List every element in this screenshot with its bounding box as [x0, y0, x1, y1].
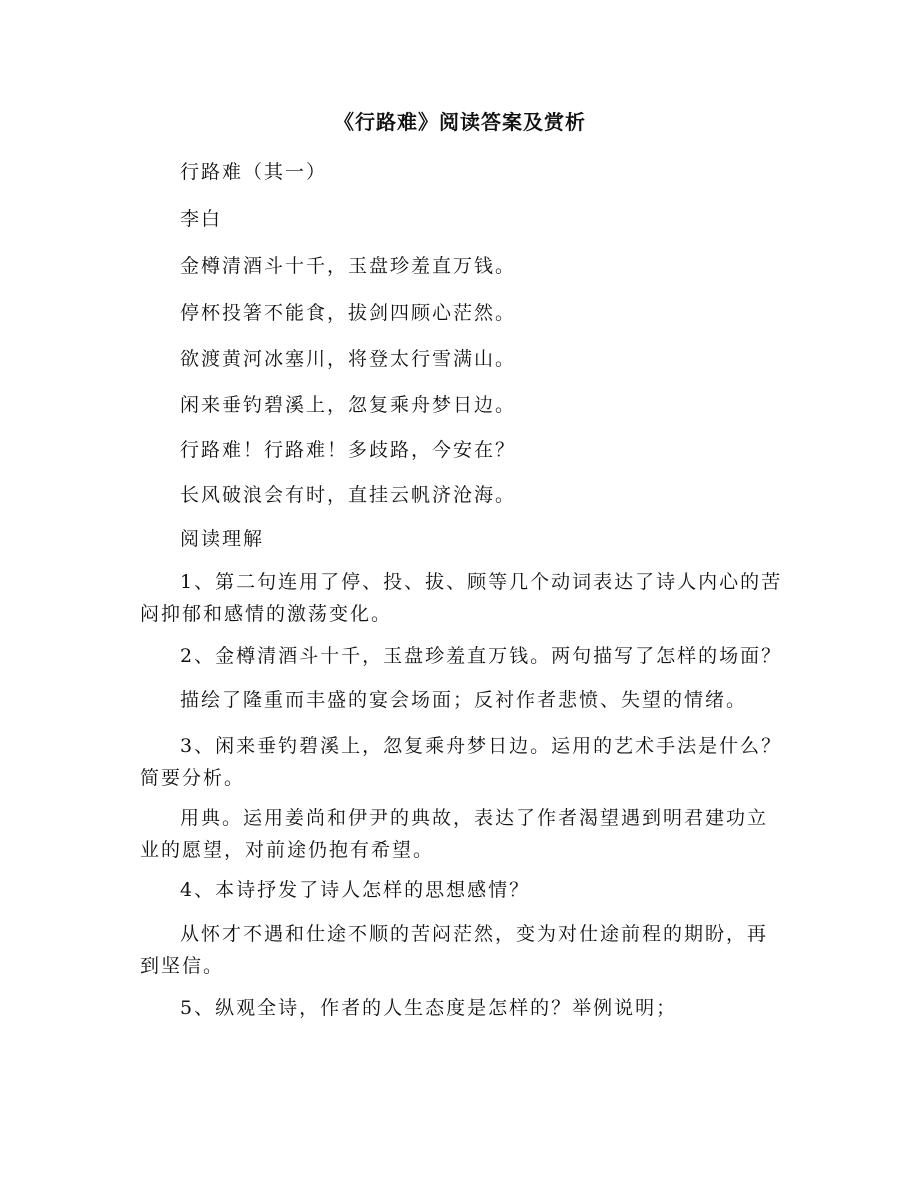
- question-4: [140, 874, 780, 906]
- answer-2: [140, 684, 780, 716]
- section-heading: 阅读理解: [180, 528, 265, 550]
- poem-heading: 行路难（其一）: [180, 161, 328, 183]
- answer-3-line-2: 业的愿望，对前途仍抱有希望。: [140, 839, 435, 861]
- question-3-line-1: 3、闲来垂钓碧溪上，忽复乘舟梦日边。运用的艺术手法是什么？: [180, 735, 783, 757]
- answer-4-line-1: 从怀才不遇和仕途不顺的苦闷茫然，变为对仕途前程的期盼，再: [180, 923, 769, 945]
- poem-line: 闲来垂钓碧溪上，忽复乘舟梦日边。: [180, 394, 517, 416]
- poem-line: 欲渡黄河冰塞川，将登太行雪满山。: [180, 348, 517, 370]
- answer-3: [140, 802, 780, 866]
- question-2-text: 2、金樽清酒斗十千，玉盘珍羞直万钱。两句描写了怎样的场面？: [180, 645, 783, 667]
- question-1-line-2: 闷抑郁和感情的激荡变化。: [140, 603, 393, 625]
- answer-2-text: 描绘了隆重而丰盛的宴会场面；反衬作者悲愤、失望的情绪。: [180, 689, 748, 711]
- answer-3-line-1: 用典。运用姜尚和伊尹的典故，表达了作者渴望遇到明君建功立: [180, 807, 769, 829]
- poem-line: 长风破浪会有时，直挂云帆济沧海。: [180, 484, 517, 506]
- poem-author: 李白: [180, 208, 223, 230]
- question-5: [140, 992, 780, 1024]
- poem-line: 停杯投箸不能食，拔剑四顾心茫然。: [180, 302, 517, 324]
- question-5-text: 5、纵观全诗，作者的人生态度是怎样的？举例说明；: [180, 997, 678, 1019]
- question-3-line-2: 简要分析。: [140, 767, 246, 789]
- answer-4: [140, 918, 780, 982]
- poem-line: 金樽清酒斗十千，玉盘珍羞直万钱。: [180, 255, 517, 277]
- question-3: [140, 730, 783, 794]
- question-1-line-1: 1、第二句连用了停、投、拔、顾等几个动词表达了诗人内心的苦: [180, 571, 783, 593]
- question-2: [140, 640, 783, 672]
- question-1: [140, 566, 783, 630]
- document-title: 《行路难》阅读答案及赏析: [334, 110, 586, 134]
- question-4-text: 4、本诗抒发了诗人怎样的思想感情？: [180, 879, 531, 901]
- answer-4-line-2: 到坚信。: [140, 955, 225, 977]
- poem-line: 行路难！行路难！多歧路，今安在？: [180, 439, 517, 461]
